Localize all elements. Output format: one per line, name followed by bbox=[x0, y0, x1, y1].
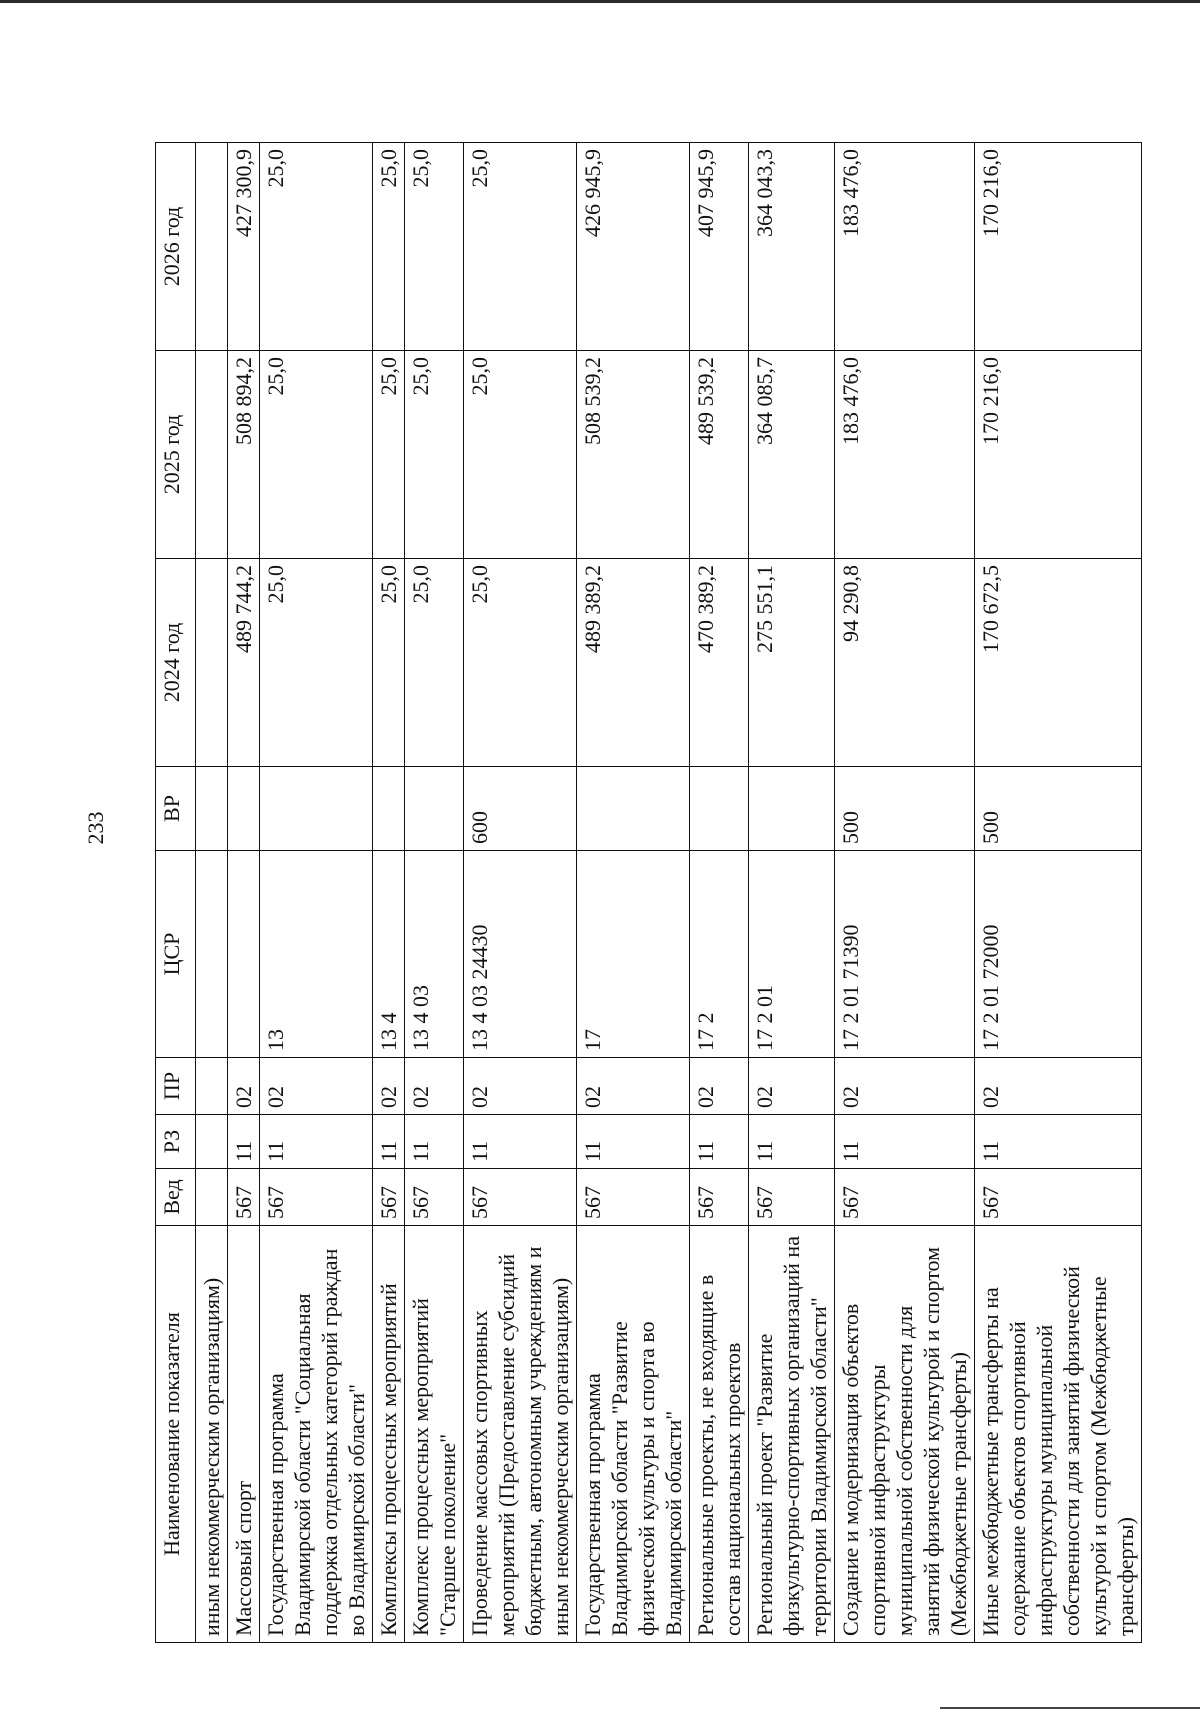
cell-2026 bbox=[196, 143, 228, 351]
table-row bbox=[690, 143, 749, 1643]
cell-2024: 25,0 bbox=[373, 559, 405, 767]
cell-ved: 567 bbox=[260, 1169, 373, 1226]
cell-name: Региональные проекты, не входящие в состав национальных проектов bbox=[690, 1226, 749, 1643]
cell-2025 bbox=[196, 351, 228, 559]
cell-name: Комплекс процессных мероприятий "Старшее поколение" bbox=[405, 1226, 464, 1643]
cell-pr bbox=[196, 1058, 228, 1115]
cell-csr: 17 2 bbox=[690, 851, 749, 1058]
cell-2024: 94 290,8 bbox=[835, 559, 975, 767]
cell-2024: 470 389,2 bbox=[690, 559, 749, 767]
cell-vr bbox=[260, 767, 373, 851]
cell-vr: 500 bbox=[975, 767, 1142, 851]
page-number: 233 bbox=[83, 811, 108, 845]
table-row bbox=[577, 143, 690, 1643]
cell-2025: 25,0 bbox=[405, 351, 464, 559]
cell-ved: 567 bbox=[373, 1169, 405, 1226]
cell-name: Государственная программа Владимирской области "Развитие физической культуры и спорта во Владимирской области" bbox=[577, 1226, 690, 1643]
table-row bbox=[228, 143, 260, 1643]
cell-rz: 11 bbox=[260, 1115, 373, 1169]
cell-csr: 17 2 01 72000 bbox=[975, 851, 1142, 1058]
cell-vr bbox=[577, 767, 690, 851]
table-row bbox=[835, 143, 975, 1643]
cell-2026: 25,0 bbox=[260, 143, 373, 351]
cell-2025: 183 476,0 bbox=[835, 351, 975, 559]
cell-pr: 02 bbox=[577, 1058, 690, 1115]
cell-2025: 489 539,2 bbox=[690, 351, 749, 559]
cell-vr bbox=[373, 767, 405, 851]
cell-2026: 183 476,0 bbox=[835, 143, 975, 351]
cell-pr: 02 bbox=[835, 1058, 975, 1115]
cell-ved: 567 bbox=[690, 1169, 749, 1226]
cell-2026: 170 216,0 bbox=[975, 143, 1142, 351]
cell-name: Создание и модернизация объектов спортивной инфраструктуры муниципальной собственности для занятий физической культурой и спортом (Межбюджетные трансферты) bbox=[835, 1226, 975, 1643]
cell-2026: 25,0 bbox=[464, 143, 577, 351]
cell-ved: 567 bbox=[975, 1169, 1142, 1226]
cell-csr bbox=[196, 851, 228, 1058]
table-row bbox=[196, 143, 228, 1643]
cell-rz: 11 bbox=[373, 1115, 405, 1169]
cell-ved: 567 bbox=[405, 1169, 464, 1226]
cell-ved: 567 bbox=[749, 1169, 835, 1226]
cell-2025: 25,0 bbox=[464, 351, 577, 559]
cell-vr bbox=[228, 767, 260, 851]
cell-2026: 25,0 bbox=[373, 143, 405, 351]
table-row bbox=[260, 143, 373, 1643]
cell-2024: 25,0 bbox=[464, 559, 577, 767]
header-ved: Вед bbox=[156, 1169, 196, 1226]
cell-pr: 02 bbox=[260, 1058, 373, 1115]
budget-table-rotated bbox=[155, 143, 1138, 1643]
cell-rz: 11 bbox=[690, 1115, 749, 1169]
header-name: Наименование показателя bbox=[156, 1226, 196, 1643]
cell-csr: 17 2 01 71390 bbox=[835, 851, 975, 1058]
table-body bbox=[196, 143, 1142, 1643]
cell-rz: 11 bbox=[577, 1115, 690, 1169]
cell-pr: 02 bbox=[975, 1058, 1142, 1115]
cell-2025: 170 216,0 bbox=[975, 351, 1142, 559]
table-row bbox=[975, 143, 1142, 1643]
cell-csr: 13 4 03 24430 bbox=[464, 851, 577, 1058]
table-row bbox=[464, 143, 577, 1643]
cell-2024: 489 744,2 bbox=[228, 559, 260, 767]
cell-pr: 02 bbox=[749, 1058, 835, 1115]
cell-rz: 11 bbox=[835, 1115, 975, 1169]
cell-2024 bbox=[196, 559, 228, 767]
cell-csr: 13 4 03 bbox=[405, 851, 464, 1058]
cell-csr bbox=[228, 851, 260, 1058]
cell-2025: 508 539,2 bbox=[577, 351, 690, 559]
cell-2026: 427 300,9 bbox=[228, 143, 260, 351]
cell-pr: 02 bbox=[373, 1058, 405, 1115]
cell-name: Региональный проект "Развитие физкультурно-спортивных организаций на территории Владимирской области" bbox=[749, 1226, 835, 1643]
cell-rz: 11 bbox=[228, 1115, 260, 1169]
header-csr: ЦСР bbox=[156, 851, 196, 1058]
cell-vr: 500 bbox=[835, 767, 975, 851]
table-row bbox=[373, 143, 405, 1643]
cell-rz: 11 bbox=[464, 1115, 577, 1169]
header-2026: 2026 год bbox=[156, 143, 196, 351]
header-2025: 2025 год bbox=[156, 351, 196, 559]
cell-2025: 25,0 bbox=[373, 351, 405, 559]
cell-vr bbox=[405, 767, 464, 851]
cell-pr: 02 bbox=[690, 1058, 749, 1115]
cell-name: Массовый спорт bbox=[228, 1226, 260, 1643]
cell-vr bbox=[749, 767, 835, 851]
cell-ved: 567 bbox=[835, 1169, 975, 1226]
cell-2024: 275 551,1 bbox=[749, 559, 835, 767]
cell-2025: 508 894,2 bbox=[228, 351, 260, 559]
cell-name: Государственная программа Владимирской области "Социальная поддержка отдельных категорий граждан во Владимирской области" bbox=[260, 1226, 373, 1643]
cell-ved bbox=[196, 1169, 228, 1226]
cell-ved: 567 bbox=[464, 1169, 577, 1226]
cell-pr: 02 bbox=[405, 1058, 464, 1115]
table-row bbox=[405, 143, 464, 1643]
cell-csr: 17 2 01 bbox=[749, 851, 835, 1058]
cell-rz: 11 bbox=[749, 1115, 835, 1169]
cell-name: иным некоммерческим организациям) bbox=[196, 1226, 228, 1643]
cell-2026: 364 043,3 bbox=[749, 143, 835, 351]
cell-csr: 13 4 bbox=[373, 851, 405, 1058]
cell-csr: 13 bbox=[260, 851, 373, 1058]
cell-vr bbox=[196, 767, 228, 851]
cell-2024: 25,0 bbox=[405, 559, 464, 767]
cell-rz: 11 bbox=[405, 1115, 464, 1169]
cell-pr: 02 bbox=[464, 1058, 577, 1115]
cell-ved: 567 bbox=[577, 1169, 690, 1226]
cell-name: Иные межбюджетные трансферты на содержание объектов спортивной инфраструктуры муниципальной собственности для занятий физической культурой и спортом (Межбюджетные трансферты) bbox=[975, 1226, 1142, 1643]
cell-2024: 489 389,2 bbox=[577, 559, 690, 767]
bottom-border-line bbox=[940, 1707, 1200, 1709]
budget-table bbox=[155, 142, 1142, 1643]
table-header-row bbox=[156, 143, 196, 1643]
header-pr: ПР bbox=[156, 1058, 196, 1115]
cell-name: Проведение массовых спортивных мероприятий (Предоставление субсидий бюджетным, автономным учреждениям и иным некоммерческим организациям) bbox=[464, 1226, 577, 1643]
header-rz: РЗ bbox=[156, 1115, 196, 1169]
cell-vr bbox=[690, 767, 749, 851]
cell-rz: 11 bbox=[975, 1115, 1142, 1169]
header-vr: ВР bbox=[156, 767, 196, 851]
cell-2026: 25,0 bbox=[405, 143, 464, 351]
cell-2024: 170 672,5 bbox=[975, 559, 1142, 767]
cell-2024: 25,0 bbox=[260, 559, 373, 767]
cell-ved: 567 bbox=[228, 1169, 260, 1226]
cell-2026: 426 945,9 bbox=[577, 143, 690, 351]
cell-2025: 364 085,7 bbox=[749, 351, 835, 559]
cell-pr: 02 bbox=[228, 1058, 260, 1115]
top-border-line bbox=[0, 0, 1200, 3]
cell-name: Комплексы процессных мероприятий bbox=[373, 1226, 405, 1643]
header-2024: 2024 год bbox=[156, 559, 196, 767]
cell-2026: 407 945,9 bbox=[690, 143, 749, 351]
table-row bbox=[749, 143, 835, 1643]
cell-rz bbox=[196, 1115, 228, 1169]
cell-2025: 25,0 bbox=[260, 351, 373, 559]
cell-vr: 600 bbox=[464, 767, 577, 851]
cell-csr: 17 bbox=[577, 851, 690, 1058]
